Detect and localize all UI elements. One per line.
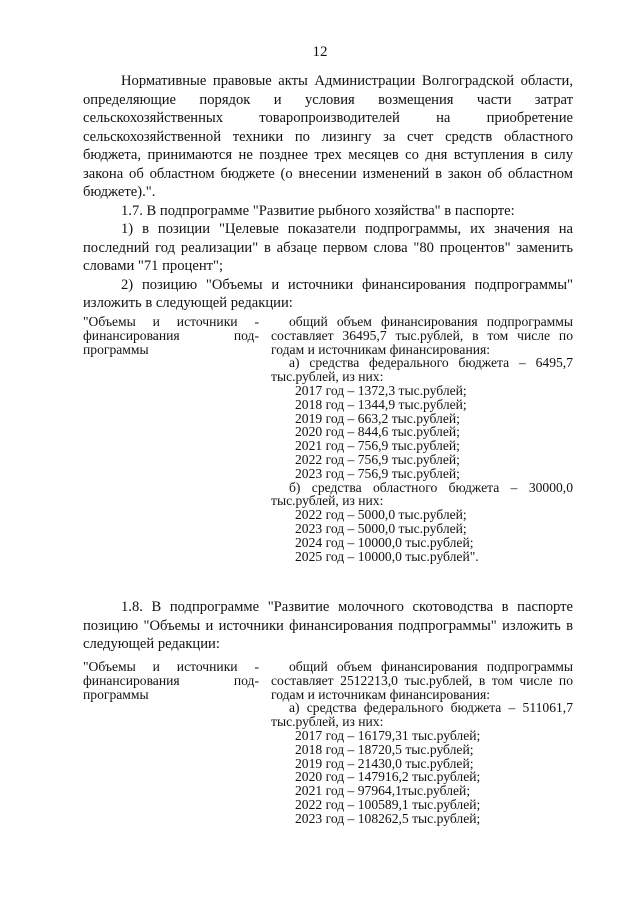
funding-regional: б) средства областного бюджета – 30000,0 тыс.рублей, из них:: [271, 479, 573, 509]
funding-table-fishery-label: "Объемы и источники - финансирования под- программы: [83, 314, 259, 357]
funding-table-fishery: [83, 315, 573, 575]
funding-year-line: 2023 год – 756,9 тыс.рублей;: [295, 465, 460, 481]
page-number: 12: [312, 44, 328, 60]
funding-year-line: 2022 год – 756,9 тыс.рублей;: [295, 451, 460, 467]
funding-table-dairy-label: "Объемы и источники - финансирования под- программы: [83, 659, 259, 702]
funding-year-line: 2021 год – 97964,1тыс.рублей;: [295, 783, 471, 799]
funding-year-line: 2022 год – 5000,0 тыс.рублей;: [295, 507, 467, 523]
paragraph-item-1: 1) в позиции "Целевые показатели подпрограммы, их значения на последний год реализации" в абзаце первом слова "80 процентов" заменить словами "71 процент";: [83, 221, 573, 274]
funding-year-line: 2023 год – 108262,5 тыс.рублей;: [295, 810, 481, 826]
funding-year-line: 2024 год – 10000,0 тыс.рублей;: [295, 534, 474, 550]
funding-year-line: 2017 год – 16179,31 тыс.рублей;: [295, 727, 481, 743]
paragraph-1-7: 1.7. В подпрограмме "Развитие рыбного хозяйства" в паспорте:: [121, 202, 515, 219]
funding-year-line: 2018 год – 1344,9 тыс.рублей;: [295, 396, 467, 412]
funding-year-line: 2020 год – 147916,2 тыс.рублей;: [295, 769, 481, 785]
section-1-8: [83, 598, 573, 654]
funding-table-fishery-values: [271, 315, 573, 563]
funding-year-line: 2020 год – 844,6 тыс.рублей;: [295, 424, 460, 440]
funding-federal: а) средства федерального бюджета – 511061,7 тыс.рублей, из них:: [271, 700, 573, 730]
paragraph-item-2: 2) позицию "Объемы и источники финансирования подпрограммы" изложить в следующей редакции:: [83, 276, 573, 311]
paragraph-normative-acts: Нормативные правовые акты Администрации Волгоградской области, определяющие порядок и условия возмещения части затрат сельскохозяйственных товаропроизводителей на приобретение сельскохозяйственной техники по лизингу за счет средств областного бюджета, принимаются не позднее трех месяцев со дня вступления в силу закона об областном бюджете (о внесении изменений в закон об областном бюджете).".: [83, 73, 573, 200]
funding-total: общий объем финансирования подпрограммы составляет 36495,7 тыс.рублей, в том числе по годам и источникам финансирования:: [271, 314, 573, 357]
funding-year-line: 2019 год – 663,2 тыс.рублей;: [295, 410, 460, 426]
funding-table-dairy: [83, 660, 573, 840]
paragraph-1-8: 1.8. В подпрограмме "Развитие молочного скотоводства в паспорте позицию "Объемы и источники финансирования подпрограммы" изложить в следующей редакции:: [83, 599, 573, 652]
funding-year-line: 2021 год – 756,9 тыс.рублей;: [295, 438, 460, 454]
funding-year-line: 2017 год – 1372,3 тыс.рублей;: [295, 382, 467, 398]
funding-table-dairy-values: [271, 660, 573, 826]
funding-year-line: 2019 год – 21430,0 тыс.рублей;: [295, 755, 474, 771]
funding-year-line: 2023 год – 5000,0 тыс.рублей;: [295, 520, 467, 536]
funding-total: общий объем финансирования подпрограммы составляет 2512213,0 тыс.рублей, в том числе по годам и источникам финансирования:: [271, 659, 573, 702]
funding-year-line: 2025 год – 10000,0 тыс.рублей".: [295, 548, 479, 564]
funding-year-line: 2018 год – 18720,5 тыс.рублей;: [295, 741, 474, 757]
funding-year-line: 2022 год – 100589,1 тыс.рублей;: [295, 796, 481, 812]
intro-text: [83, 72, 573, 313]
funding-federal: а) средства федерального бюджета – 6495,7 тыс.рублей, из них:: [271, 355, 573, 385]
